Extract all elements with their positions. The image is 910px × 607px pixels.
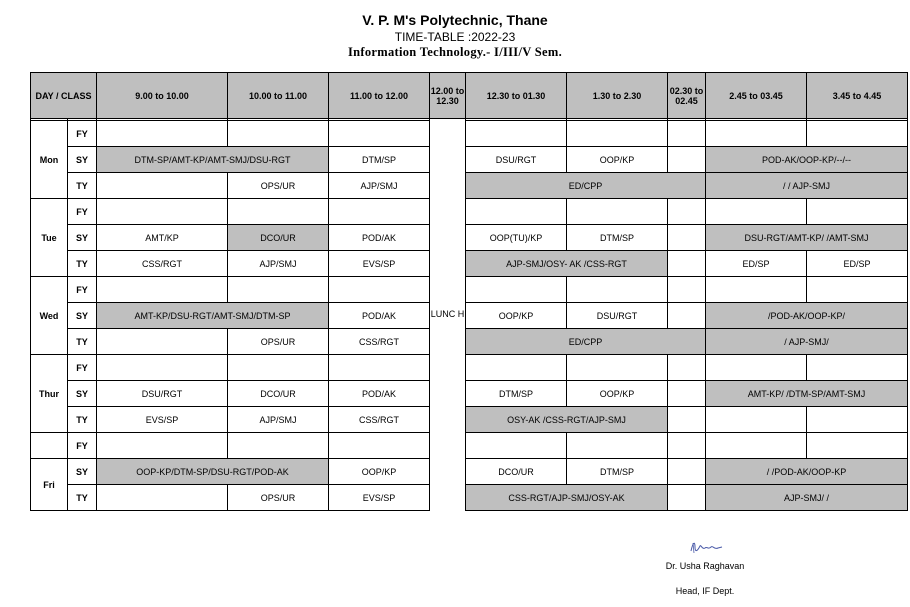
timetable-year: TIME-TABLE :2022-23 bbox=[394, 30, 516, 44]
slot-header: 2.45 to 03.45 bbox=[706, 73, 807, 119]
day-label: Mon bbox=[31, 121, 68, 199]
lecture-cell: OOP(TU)/KP bbox=[466, 225, 567, 251]
table-row bbox=[31, 329, 908, 355]
lecture-cell: OOP/KP bbox=[567, 147, 668, 173]
lecture-cell: DCO/UR bbox=[228, 381, 329, 407]
lecture-cell: EVS/SP bbox=[329, 485, 430, 511]
lecture-cell: / AJP-SMJ/ bbox=[706, 329, 908, 355]
slot-header: 02.30 to 02.45 bbox=[668, 73, 706, 119]
lecture-cell: POD/AK bbox=[329, 225, 430, 251]
lecture-cell: AJP-SMJ/OSY- AK /CSS-RGT bbox=[466, 251, 668, 277]
lecture-cell: CSS/RGT bbox=[329, 329, 430, 355]
lecture-cell: DSU-RGT/AMT-KP/ /AMT-SMJ bbox=[706, 225, 908, 251]
lecture-cell: POD/AK bbox=[329, 303, 430, 329]
lecture-cell: OPS/UR bbox=[228, 329, 329, 355]
lecture-cell: ED/SP bbox=[706, 251, 807, 277]
lecture-cell: EVS/SP bbox=[97, 407, 228, 433]
class-label: FY bbox=[68, 355, 97, 381]
day-label: Fri bbox=[31, 459, 68, 511]
class-label: TY bbox=[68, 407, 97, 433]
lecture-cell: OOP/KP bbox=[329, 459, 430, 485]
slot-header: 9.00 to 10.00 bbox=[97, 73, 228, 119]
table-row bbox=[31, 251, 908, 277]
lecture-cell: OPS/UR bbox=[228, 485, 329, 511]
lecture-cell: ED/CPP bbox=[466, 173, 706, 199]
lecture-cell: OOP/KP bbox=[466, 303, 567, 329]
lecture-cell: POD-AK/OOP-KP/--/-- bbox=[706, 147, 908, 173]
table-row bbox=[31, 121, 908, 147]
lecture-cell: AJP/SMJ bbox=[228, 407, 329, 433]
lunch-cell: LUNC H bbox=[430, 119, 466, 511]
lecture-cell: EVS/SP bbox=[329, 251, 430, 277]
slot-header: 1.30 to 2.30 bbox=[567, 73, 668, 119]
table-row bbox=[31, 277, 908, 303]
class-label: FY bbox=[68, 433, 97, 459]
class-label: FY bbox=[68, 277, 97, 303]
lecture-cell: OOP-KP/DTM-SP/DSU-RGT/POD-AK bbox=[97, 459, 329, 485]
table-row bbox=[31, 381, 908, 407]
slot-header: 12.00 to 12.30 bbox=[430, 73, 466, 119]
class-label: TY bbox=[68, 251, 97, 277]
header-row bbox=[31, 73, 908, 119]
class-label: SY bbox=[68, 225, 97, 251]
table-row bbox=[31, 407, 908, 433]
day-label: Tue bbox=[31, 199, 68, 277]
slot-header: 10.00 to 11.00 bbox=[228, 73, 329, 119]
table-row bbox=[31, 459, 908, 485]
slot-header: 11.00 to 12.00 bbox=[329, 73, 430, 119]
lecture-cell: ED/SP bbox=[807, 251, 908, 277]
lecture-cell: AMT-KP/ /DTM-SP/AMT-SMJ bbox=[706, 381, 908, 407]
class-label: TY bbox=[68, 329, 97, 355]
lecture-cell: AJP/SMJ bbox=[228, 251, 329, 277]
lecture-cell: POD/AK bbox=[329, 381, 430, 407]
day-class-header: DAY / CLASS bbox=[31, 73, 97, 119]
lecture-cell: /POD-AK/OOP-KP/ bbox=[706, 303, 908, 329]
lecture-cell: DSU/RGT bbox=[466, 147, 567, 173]
table-row bbox=[31, 173, 908, 199]
lecture-cell: AJP/SMJ bbox=[329, 173, 430, 199]
program-title: Information Technology.- I/III/V Sem. bbox=[347, 45, 563, 59]
class-label: SY bbox=[68, 147, 97, 173]
class-label: TY bbox=[68, 485, 97, 511]
table-row bbox=[31, 225, 908, 251]
lecture-cell: DTM/SP bbox=[567, 459, 668, 485]
lecture-cell: DSU/RGT bbox=[97, 381, 228, 407]
lecture-cell: AJP-SMJ/ / bbox=[706, 485, 908, 511]
lecture-cell: DTM/SP bbox=[466, 381, 567, 407]
table-row bbox=[31, 485, 908, 511]
lecture-cell: DTM/SP bbox=[329, 147, 430, 173]
table-row bbox=[31, 147, 908, 173]
lecture-cell: OOP/KP bbox=[567, 381, 668, 407]
table-row bbox=[31, 433, 908, 459]
lecture-cell: ED/CPP bbox=[466, 329, 706, 355]
signature-icon bbox=[688, 538, 724, 556]
lecture-cell: / /POD-AK/OOP-KP bbox=[706, 459, 908, 485]
table-row bbox=[31, 199, 908, 225]
table-row bbox=[31, 303, 908, 329]
class-label: TY bbox=[68, 173, 97, 199]
lecture-cell: CSS/RGT bbox=[97, 251, 228, 277]
day-label: Thur bbox=[31, 355, 68, 433]
institute-title: V. P. M's Polytechnic, Thane bbox=[362, 12, 548, 28]
lecture-cell: AMT-KP/DSU-RGT/AMT-SMJ/DTM-SP bbox=[97, 303, 329, 329]
slot-header: 3.45 to 4.45 bbox=[807, 73, 908, 119]
signatory-name: Dr. Usha Raghavan bbox=[665, 561, 745, 571]
lecture-cell: DSU/RGT bbox=[567, 303, 668, 329]
lecture-cell: OPS/UR bbox=[228, 173, 329, 199]
day-label: Wed bbox=[31, 277, 68, 355]
lecture-cell: CSS/RGT bbox=[329, 407, 430, 433]
timetable bbox=[30, 72, 908, 511]
lecture-cell: OSY-AK /CSS-RGT/AJP-SMJ bbox=[466, 407, 668, 433]
class-label: SY bbox=[68, 381, 97, 407]
lecture-cell: DTM-SP/AMT-KP/AMT-SMJ/DSU-RGT bbox=[97, 147, 329, 173]
table-row bbox=[31, 355, 908, 381]
lecture-cell: / / AJP-SMJ bbox=[706, 173, 908, 199]
class-label: SY bbox=[68, 303, 97, 329]
class-label: FY bbox=[68, 199, 97, 225]
signatory-designation: Head, IF Dept. bbox=[675, 586, 735, 596]
slot-header: 12.30 to 01.30 bbox=[466, 73, 567, 119]
class-label: FY bbox=[68, 121, 97, 147]
lecture-cell: DTM/SP bbox=[567, 225, 668, 251]
lecture-cell: DCO/UR bbox=[228, 225, 329, 251]
lecture-cell: AMT/KP bbox=[97, 225, 228, 251]
lecture-cell: DCO/UR bbox=[466, 459, 567, 485]
class-label: SY bbox=[68, 459, 97, 485]
lecture-cell: CSS-RGT/AJP-SMJ/OSY-AK bbox=[466, 485, 668, 511]
